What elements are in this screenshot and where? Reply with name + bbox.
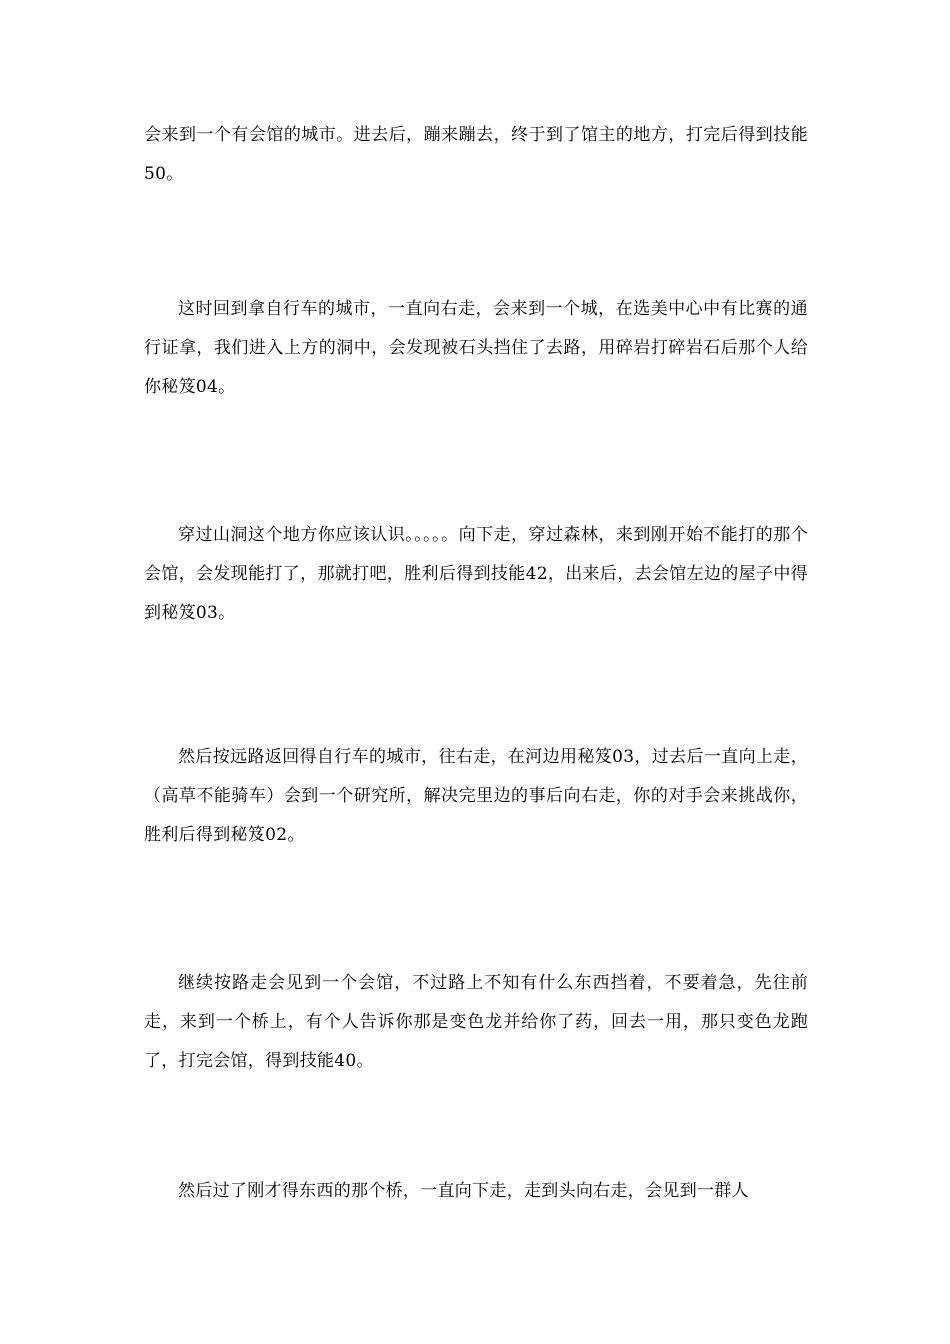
paragraph-3: 穿过山洞这个地方你应该认识。。。。。向下走，穿过森林，来到刚开始不能打的那个会馆，会发现能打了，那就打吧，胜利后得到技能42，出来后，去会馆左边的屋子中得到秘笈03。 <box>144 525 808 623</box>
paragraph-6: 然后过了刚才得东西的那个桥，一直向下走，走到头向右走，会见到一群人 <box>178 1181 749 1201</box>
paragraph-2: 这时回到拿自行车的城市，一直向右走，会来到一个城，在选美中心中有比赛的通行证拿，我们进入上方的洞中，会发现被石头挡住了去路，用碎岩打碎岩石后那个人给你秘笈04。 <box>144 299 808 397</box>
paragraph-1: 会来到一个有会馆的城市。进去后，蹦来蹦去，终于到了馆主的地方，打完后得到技能50。 <box>144 125 808 184</box>
paragraph-5: 继续按路走会见到一个会馆，不过路上不知有什么东西挡着，不要着急，先往前走，来到一个桥上，有个人告诉你那是变色龙并给你了药，回去一用，那只变色龙跑了，打完会馆，得到技能40。 <box>144 973 808 1071</box>
paragraph-4: 然后按远路返回得自行车的城市，往右走，在河边用秘笈03，过去后一直向上走，（高草不能骑车）会到一个研究所，解决完里边的事后向右走，你的对手会来挑战你，胜利后得到秘笈02。 <box>144 747 808 845</box>
